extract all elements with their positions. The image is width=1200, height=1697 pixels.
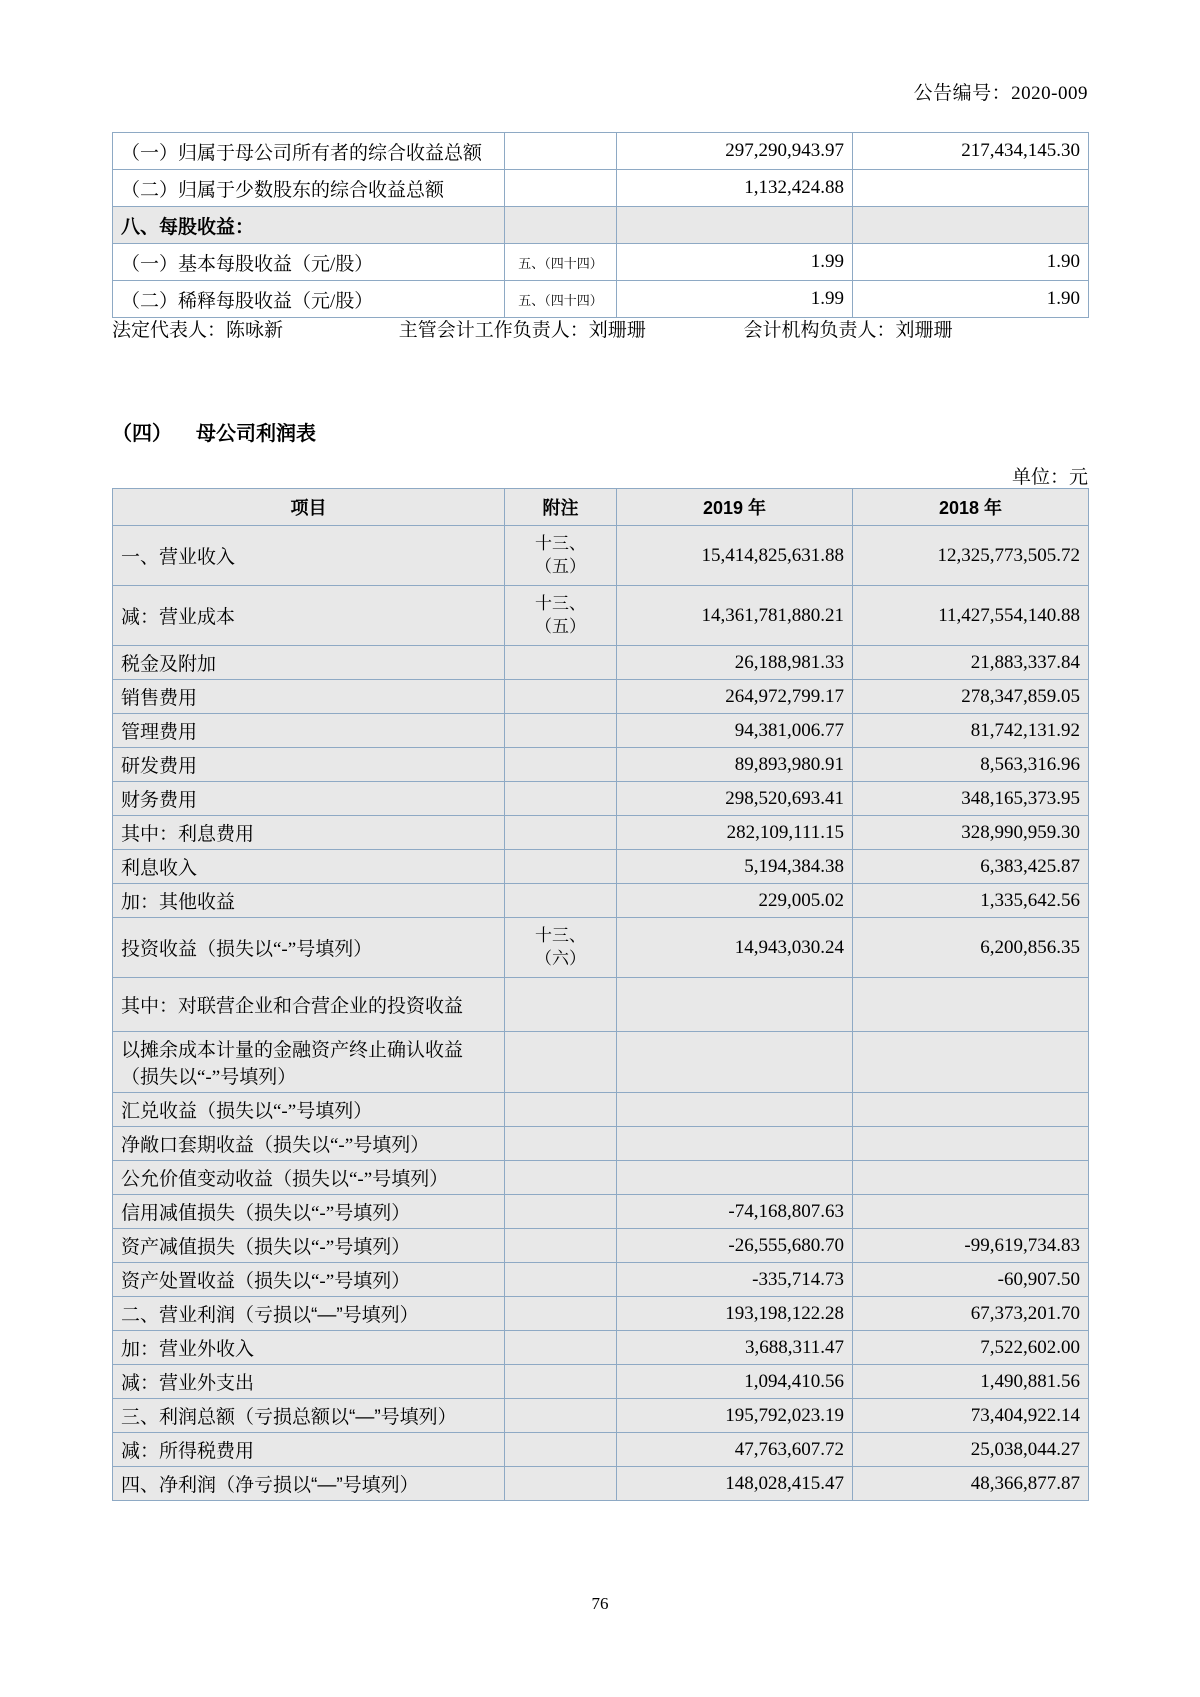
row-note <box>505 207 617 244</box>
table-row <box>113 1161 1089 1195</box>
row-value-2019: -335,714.73 <box>617 1263 853 1297</box>
row-value-2018: 81,742,131.92 <box>853 714 1089 748</box>
table-row <box>113 1127 1089 1161</box>
row-value-2018: 217,434,145.30 <box>853 133 1089 170</box>
row-value-2019: 47,763,607.72 <box>617 1433 853 1467</box>
signature-line <box>112 315 1088 342</box>
table-row <box>113 1399 1089 1433</box>
row-note <box>505 748 617 782</box>
row-note <box>505 714 617 748</box>
row-item-label: （一）归属于母公司所有者的综合收益总额 <box>113 133 505 170</box>
row-value-2018: 12,325,773,505.72 <box>853 526 1089 586</box>
row-value-2019: 148,028,415.47 <box>617 1467 853 1501</box>
row-value-2018: 67,373,201.70 <box>853 1297 1089 1331</box>
row-value-2019: -26,555,680.70 <box>617 1229 853 1263</box>
row-item-label: 三、利润总额（亏损总额以“—”号填列） <box>113 1399 505 1433</box>
row-item-label: 财务费用 <box>113 782 505 816</box>
row-value-2019 <box>617 207 853 244</box>
row-value-2018: 48,366,877.87 <box>853 1467 1089 1501</box>
row-value-2019: 282,109,111.15 <box>617 816 853 850</box>
row-value-2019: 195,792,023.19 <box>617 1399 853 1433</box>
row-note <box>505 1229 617 1263</box>
row-note: 十三、 （五） <box>505 526 617 586</box>
table-row <box>113 170 1089 207</box>
income-statement-body <box>113 526 1089 1501</box>
row-item-label: 研发费用 <box>113 748 505 782</box>
row-note <box>505 782 617 816</box>
row-value-2018: 278,347,859.05 <box>853 680 1089 714</box>
row-note <box>505 1433 617 1467</box>
table-row <box>113 918 1089 978</box>
table-row <box>113 884 1089 918</box>
row-value-2019: 297,290,943.97 <box>617 133 853 170</box>
row-value-2019: 14,943,030.24 <box>617 918 853 978</box>
row-value-2018: 348,165,373.95 <box>853 782 1089 816</box>
column-header-2018: 2018 年 <box>853 489 1089 526</box>
table-row <box>113 526 1089 586</box>
row-value-2018 <box>853 207 1089 244</box>
row-value-2019: 264,972,799.17 <box>617 680 853 714</box>
row-value-2019: 1,094,410.56 <box>617 1365 853 1399</box>
row-value-2018 <box>853 170 1089 207</box>
table-row <box>113 1263 1089 1297</box>
row-item-label: 加：营业外收入 <box>113 1331 505 1365</box>
page-title <box>112 417 316 446</box>
eps-summary-table <box>112 132 1089 318</box>
row-item-label: 净敞口套期收益（损失以“-”号填列） <box>113 1127 505 1161</box>
row-item-label: 加：其他收益 <box>113 884 505 918</box>
row-value-2019: 94,381,006.77 <box>617 714 853 748</box>
row-item-label: 减：营业外支出 <box>113 1365 505 1399</box>
row-note <box>505 646 617 680</box>
row-item-label: 汇兑收益（损失以“-”号填列） <box>113 1093 505 1127</box>
row-item-label: （一）基本每股收益（元/股） <box>113 244 505 281</box>
row-item-label: 投资收益（损失以“-”号填列） <box>113 918 505 978</box>
table-row <box>113 244 1089 281</box>
table-row <box>113 133 1089 170</box>
row-value-2018 <box>853 1093 1089 1127</box>
table-row <box>113 1093 1089 1127</box>
table-row <box>113 816 1089 850</box>
row-note <box>505 850 617 884</box>
income-statement-head <box>113 489 1089 526</box>
row-item-label: 其中：利息费用 <box>113 816 505 850</box>
row-note <box>505 1161 617 1195</box>
row-item-label: 其中：对联营企业和合营企业的投资收益 <box>113 978 505 1032</box>
row-value-2019: -74,168,807.63 <box>617 1195 853 1229</box>
row-note <box>505 133 617 170</box>
row-value-2018 <box>853 1161 1089 1195</box>
row-note <box>505 816 617 850</box>
row-item-label: 八、每股收益： <box>113 207 505 244</box>
table-row <box>113 646 1089 680</box>
row-item-label: （二）稀释每股收益（元/股） <box>113 281 505 318</box>
row-value-2019: 193,198,122.28 <box>617 1297 853 1331</box>
table-row <box>113 978 1089 1032</box>
row-item-label: 减：所得税费用 <box>113 1433 505 1467</box>
row-item-label: （二）归属于少数股东的综合收益总额 <box>113 170 505 207</box>
row-note <box>505 1467 617 1501</box>
row-item-label: 以摊余成本计量的金融资产终止确认收益（损失以“-”号填列） <box>113 1032 505 1093</box>
row-value-2019: 15,414,825,631.88 <box>617 526 853 586</box>
row-item-label: 资产减值损失（损失以“-”号填列） <box>113 1229 505 1263</box>
parent-company-income-statement <box>112 488 1089 1501</box>
row-item-label: 信用减值损失（损失以“-”号填列） <box>113 1195 505 1229</box>
row-value-2018: 11,427,554,140.88 <box>853 586 1089 646</box>
table-row <box>113 1433 1089 1467</box>
accounting-organization-head: 会计机构负责人：刘珊珊 <box>743 320 953 341</box>
row-item-label: 一、营业收入 <box>113 526 505 586</box>
row-value-2018: 7,522,602.00 <box>853 1331 1089 1365</box>
row-value-2019 <box>617 1127 853 1161</box>
row-value-2018: 1,490,881.56 <box>853 1365 1089 1399</box>
row-value-2019 <box>617 1032 853 1093</box>
table-row <box>113 1229 1089 1263</box>
row-value-2019: 1,132,424.88 <box>617 170 853 207</box>
row-value-2019 <box>617 1161 853 1195</box>
row-value-2018: 1.90 <box>853 281 1089 318</box>
row-note: 五、（四十四） <box>505 244 617 281</box>
row-item-label: 减：营业成本 <box>113 586 505 646</box>
row-value-2019: 229,005.02 <box>617 884 853 918</box>
row-value-2018: -99,619,734.83 <box>853 1229 1089 1263</box>
table-row <box>113 1365 1089 1399</box>
table-row <box>113 1297 1089 1331</box>
table-row <box>113 1195 1089 1229</box>
table-row <box>113 782 1089 816</box>
row-item-label: 利息收入 <box>113 850 505 884</box>
row-value-2018: 21,883,337.84 <box>853 646 1089 680</box>
row-note: 五、（四十四） <box>505 281 617 318</box>
row-value-2019: 1.99 <box>617 281 853 318</box>
row-value-2019: 89,893,980.91 <box>617 748 853 782</box>
row-value-2018: 25,038,044.27 <box>853 1433 1089 1467</box>
row-value-2019: 298,520,693.41 <box>617 782 853 816</box>
row-note <box>505 170 617 207</box>
row-note <box>505 1195 617 1229</box>
row-value-2018: 73,404,922.14 <box>853 1399 1089 1433</box>
table-row <box>113 1331 1089 1365</box>
table-row <box>113 1467 1089 1501</box>
column-header-item: 项目 <box>113 489 505 526</box>
column-header-note: 附注 <box>505 489 617 526</box>
row-item-label: 四、净利润（净亏损以“—”号填列） <box>113 1467 505 1501</box>
table-row <box>113 207 1089 244</box>
row-note <box>505 1093 617 1127</box>
row-note <box>505 1331 617 1365</box>
row-value-2018: 6,200,856.35 <box>853 918 1089 978</box>
row-value-2019 <box>617 978 853 1032</box>
page-number: 76 <box>591 1594 609 1613</box>
row-note <box>505 978 617 1032</box>
row-note <box>505 1297 617 1331</box>
row-value-2019: 14,361,781,880.21 <box>617 586 853 646</box>
row-note: 十三、 （六） <box>505 918 617 978</box>
row-value-2018: -60,907.50 <box>853 1263 1089 1297</box>
table-row <box>113 748 1089 782</box>
row-note <box>505 884 617 918</box>
legal-representative: 法定代表人：陈咏新 <box>112 320 284 341</box>
row-item-label: 资产处置收益（损失以“-”号填列） <box>113 1263 505 1297</box>
row-value-2018: 1,335,642.56 <box>853 884 1089 918</box>
row-value-2018: 8,563,316.96 <box>853 748 1089 782</box>
accounting-head: 主管会计工作负责人：刘珊珊 <box>398 320 646 341</box>
row-item-label: 公允价值变动收益（损失以“-”号填列） <box>113 1161 505 1195</box>
row-item-label: 管理费用 <box>113 714 505 748</box>
row-note <box>505 680 617 714</box>
unit-label: 单位：元 <box>1011 467 1088 488</box>
column-header-2019: 2019 年 <box>617 489 853 526</box>
row-value-2018 <box>853 1032 1089 1093</box>
row-note <box>505 1399 617 1433</box>
row-value-2018: 328,990,959.30 <box>853 816 1089 850</box>
row-value-2018: 6,383,425.87 <box>853 850 1089 884</box>
table-row <box>113 281 1089 318</box>
row-note: 十三、 （五） <box>505 586 617 646</box>
row-value-2018: 1.90 <box>853 244 1089 281</box>
table-row <box>113 714 1089 748</box>
row-value-2018 <box>853 978 1089 1032</box>
row-note <box>505 1365 617 1399</box>
row-value-2019 <box>617 1093 853 1127</box>
row-note <box>505 1032 617 1093</box>
row-value-2018 <box>853 1127 1089 1161</box>
section-number: （四） <box>112 423 172 445</box>
row-item-label: 税金及附加 <box>113 646 505 680</box>
table-row <box>113 680 1089 714</box>
table-header-row <box>113 489 1089 526</box>
table-row <box>113 1032 1089 1093</box>
row-item-label: 销售费用 <box>113 680 505 714</box>
row-note <box>505 1263 617 1297</box>
row-value-2019: 26,188,981.33 <box>617 646 853 680</box>
row-value-2019: 1.99 <box>617 244 853 281</box>
eps-summary-body <box>113 133 1089 318</box>
table-row <box>113 850 1089 884</box>
table-row <box>113 586 1089 646</box>
row-value-2019: 3,688,311.47 <box>617 1331 853 1365</box>
row-note <box>505 1127 617 1161</box>
row-item-label: 二、营业利润（亏损以“—”号填列） <box>113 1297 505 1331</box>
row-value-2018 <box>853 1195 1089 1229</box>
section-title-text: 母公司利润表 <box>196 423 316 445</box>
announcement-code: 公告编号：2020-009 <box>913 83 1088 104</box>
row-value-2019: 5,194,384.38 <box>617 850 853 884</box>
